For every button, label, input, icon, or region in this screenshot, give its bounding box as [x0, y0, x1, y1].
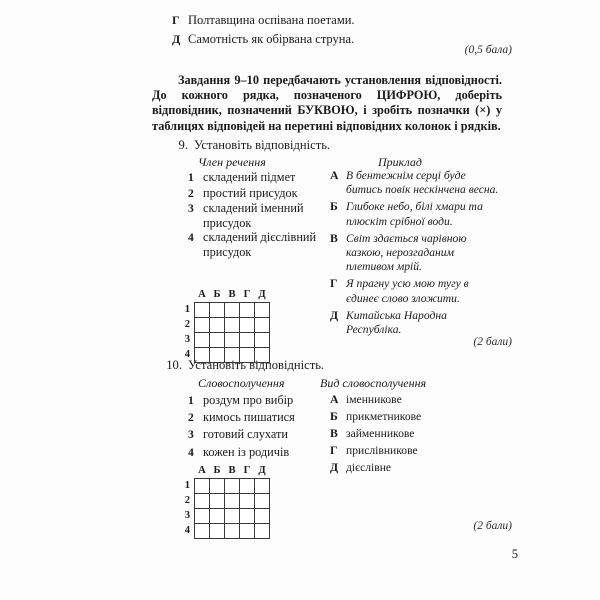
grid-row-header: 3 [184, 510, 190, 521]
option-letter: Г [172, 13, 180, 27]
task-9-number: 9. [178, 138, 188, 152]
grid-column-header: Г [243, 289, 251, 301]
list-item-number: 2 [188, 411, 194, 425]
option-text: Глибоке небо, білі хмари та плюскіт срібної води. [346, 200, 483, 228]
option-letter: Д [330, 460, 339, 474]
task-9-title: Установіть відповідність. [194, 138, 331, 152]
list-item [188, 426, 338, 443]
grid-cell[interactable] [240, 493, 255, 508]
list-item-label: роздум про вибір [203, 393, 294, 407]
list-item-number: 2 [188, 186, 194, 200]
list-item-number: 3 [188, 428, 194, 442]
answer-grid-row [178, 302, 270, 317]
grid-cell[interactable] [210, 478, 225, 493]
option-row [172, 31, 502, 47]
option-row [330, 460, 500, 475]
task-10-left-heading: Словосполучення [198, 376, 285, 390]
grid-row-header: 1 [184, 304, 190, 315]
grid-cell[interactable] [225, 493, 240, 508]
option-row [330, 231, 500, 275]
option-letter: Б [330, 199, 338, 214]
score-label-previous-task: (0,5 бала) [464, 44, 512, 56]
answer-grid-row [178, 332, 270, 347]
task-10-header [160, 358, 324, 373]
list-item [188, 201, 338, 230]
list-item [188, 444, 338, 461]
grid-cell[interactable] [225, 332, 240, 347]
answer-grid-row [178, 523, 270, 538]
grid-column-header: Б [213, 465, 221, 477]
top-options-list [172, 12, 502, 50]
grid-cell[interactable] [225, 508, 240, 523]
instructions-paragraph: Завдання 9–10 передбачають установлення відповідності. До кожного рядка, позначеного ЦИФРОЮ, доберіть відповідник, позначений БУКВОЮ, і зробіть позначки (×) у таблицях відповідей на перетині відповідних колонок і рядків. [152, 73, 502, 133]
grid-column-header: Б [213, 289, 221, 301]
grid-column-header: Д [258, 465, 266, 477]
grid-row-header: 4 [184, 525, 190, 536]
option-row [330, 409, 500, 424]
list-item-label: складений іменний присудок [203, 201, 304, 230]
grid-cell[interactable] [240, 332, 255, 347]
task-9-left-list [188, 170, 338, 260]
list-item-label: кимось пишатися [203, 410, 295, 425]
grid-cell[interactable] [225, 478, 240, 493]
answer-grid-row [178, 493, 270, 508]
option-text: іменникове [346, 393, 402, 406]
task-9-header [166, 138, 330, 153]
task-9-right-heading: Приклад [378, 155, 422, 169]
grid-cell[interactable] [240, 523, 255, 538]
option-row [330, 276, 500, 305]
grid-row-header: 1 [184, 480, 190, 491]
answer-grid-table[interactable] [178, 288, 270, 363]
grid-cell[interactable] [225, 317, 240, 332]
list-item [188, 170, 338, 186]
grid-cell[interactable] [195, 478, 210, 493]
grid-cell[interactable] [240, 508, 255, 523]
list-item [188, 392, 338, 409]
answer-grid-row [178, 317, 270, 332]
list-item-number: 3 [188, 202, 194, 216]
grid-cell[interactable] [255, 478, 270, 493]
list-item-label: простий присудок [203, 185, 298, 200]
option-letter: В [330, 426, 338, 440]
option-text: Я прагну усю мою тугу в єдинеє слово зложити. [346, 277, 469, 305]
option-row [330, 199, 500, 228]
option-letter: Д [330, 307, 339, 322]
grid-cell[interactable] [195, 523, 210, 538]
grid-cell[interactable] [225, 523, 240, 538]
task-9-right-list [330, 168, 500, 339]
grid-row-header: 3 [184, 334, 190, 345]
task-10-score: (2 бали) [473, 520, 512, 532]
grid-cell[interactable] [210, 493, 225, 508]
page-number: 5 [511, 547, 518, 561]
answer-grid-header-row [178, 464, 270, 478]
grid-cell[interactable] [255, 317, 270, 332]
option-letter: В [330, 230, 338, 245]
grid-cell[interactable] [255, 493, 270, 508]
option-text: прикметникове [346, 410, 422, 423]
answer-grid-row [178, 478, 270, 493]
option-row [330, 392, 500, 407]
option-text: Самотність як обірвана струна. [188, 32, 355, 46]
option-text: займенникове [346, 427, 415, 440]
option-row [330, 168, 500, 197]
grid-cell[interactable] [225, 302, 240, 317]
grid-corner [178, 464, 195, 478]
option-row [172, 12, 502, 28]
option-letter: Г [330, 276, 338, 291]
grid-column-header: А [198, 465, 206, 477]
answer-grid-table[interactable] [178, 464, 270, 539]
list-item [188, 186, 338, 202]
list-item-number: 4 [188, 231, 194, 245]
option-letter: Д [172, 32, 181, 46]
grid-cell[interactable] [210, 332, 225, 347]
answer-grid-header-row [178, 288, 270, 302]
list-item-label: складений підмет [203, 170, 296, 184]
grid-cell[interactable] [255, 508, 270, 523]
option-text: Світ здається чарівною казкою, нерозгаданим плетивом мрій. [346, 231, 467, 274]
grid-cell[interactable] [195, 508, 210, 523]
grid-cell[interactable] [210, 508, 225, 523]
task-10-right-list [330, 392, 500, 477]
grid-cell[interactable] [240, 478, 255, 493]
task-10-answer-grid[interactable] [178, 464, 270, 539]
list-item-label: готовий слухати [203, 427, 288, 442]
option-text: Полтавщина оспівана поетами. [188, 13, 355, 27]
option-letter: Г [330, 443, 338, 457]
grid-row-header: 2 [184, 495, 190, 506]
grid-cell[interactable] [255, 523, 270, 538]
grid-cell[interactable] [210, 523, 225, 538]
grid-cell[interactable] [255, 302, 270, 317]
grid-row-header: 2 [184, 319, 190, 330]
task-10-number: 10. [166, 358, 182, 372]
task-9-left-heading: Член речення [198, 155, 266, 169]
answer-grid-row [178, 508, 270, 523]
option-text: Китайська Народна Республіка. [346, 308, 447, 337]
grid-column-header: В [228, 289, 236, 301]
option-text: дієслівне [346, 461, 392, 474]
option-row [330, 426, 500, 441]
option-letter: Б [330, 409, 338, 423]
list-item-label: кожен із родичів [203, 444, 290, 459]
task-10-title: Установіть відповідність. [188, 358, 325, 372]
task-9-score: (2 бали) [473, 336, 512, 348]
option-text: прислівникове [346, 444, 418, 457]
option-letter: А [330, 392, 339, 406]
grid-cell[interactable] [195, 302, 210, 317]
grid-cell[interactable] [255, 332, 270, 347]
grid-column-header: В [228, 465, 236, 477]
grid-cell[interactable] [210, 317, 225, 332]
list-item-number: 1 [188, 171, 194, 184]
task-9-answer-grid[interactable] [178, 288, 270, 363]
list-item-number: 4 [188, 445, 194, 459]
grid-cell[interactable] [195, 332, 210, 347]
grid-cell[interactable] [195, 317, 210, 332]
grid-column-header: Г [243, 465, 251, 477]
list-item-number: 1 [188, 394, 194, 407]
option-text: В бентежнім серці буде битись повік нескінчена весна. [346, 169, 499, 197]
option-letter: А [330, 168, 339, 182]
task-10-right-heading: Вид словосполучення [320, 376, 427, 390]
grid-column-header: А [198, 289, 206, 301]
option-row [330, 308, 500, 337]
list-item [188, 230, 338, 259]
grid-row-header: 4 [184, 349, 190, 360]
grid-cell[interactable] [195, 493, 210, 508]
option-row [330, 443, 500, 458]
grid-cell[interactable] [210, 302, 225, 317]
grid-corner [178, 288, 195, 302]
grid-column-header: Д [258, 289, 266, 301]
grid-cell[interactable] [240, 317, 255, 332]
list-item [188, 409, 338, 426]
list-item-label: складений дієслівний присудок [203, 230, 317, 259]
grid-cell[interactable] [240, 302, 255, 317]
task-10-left-list [188, 392, 338, 461]
